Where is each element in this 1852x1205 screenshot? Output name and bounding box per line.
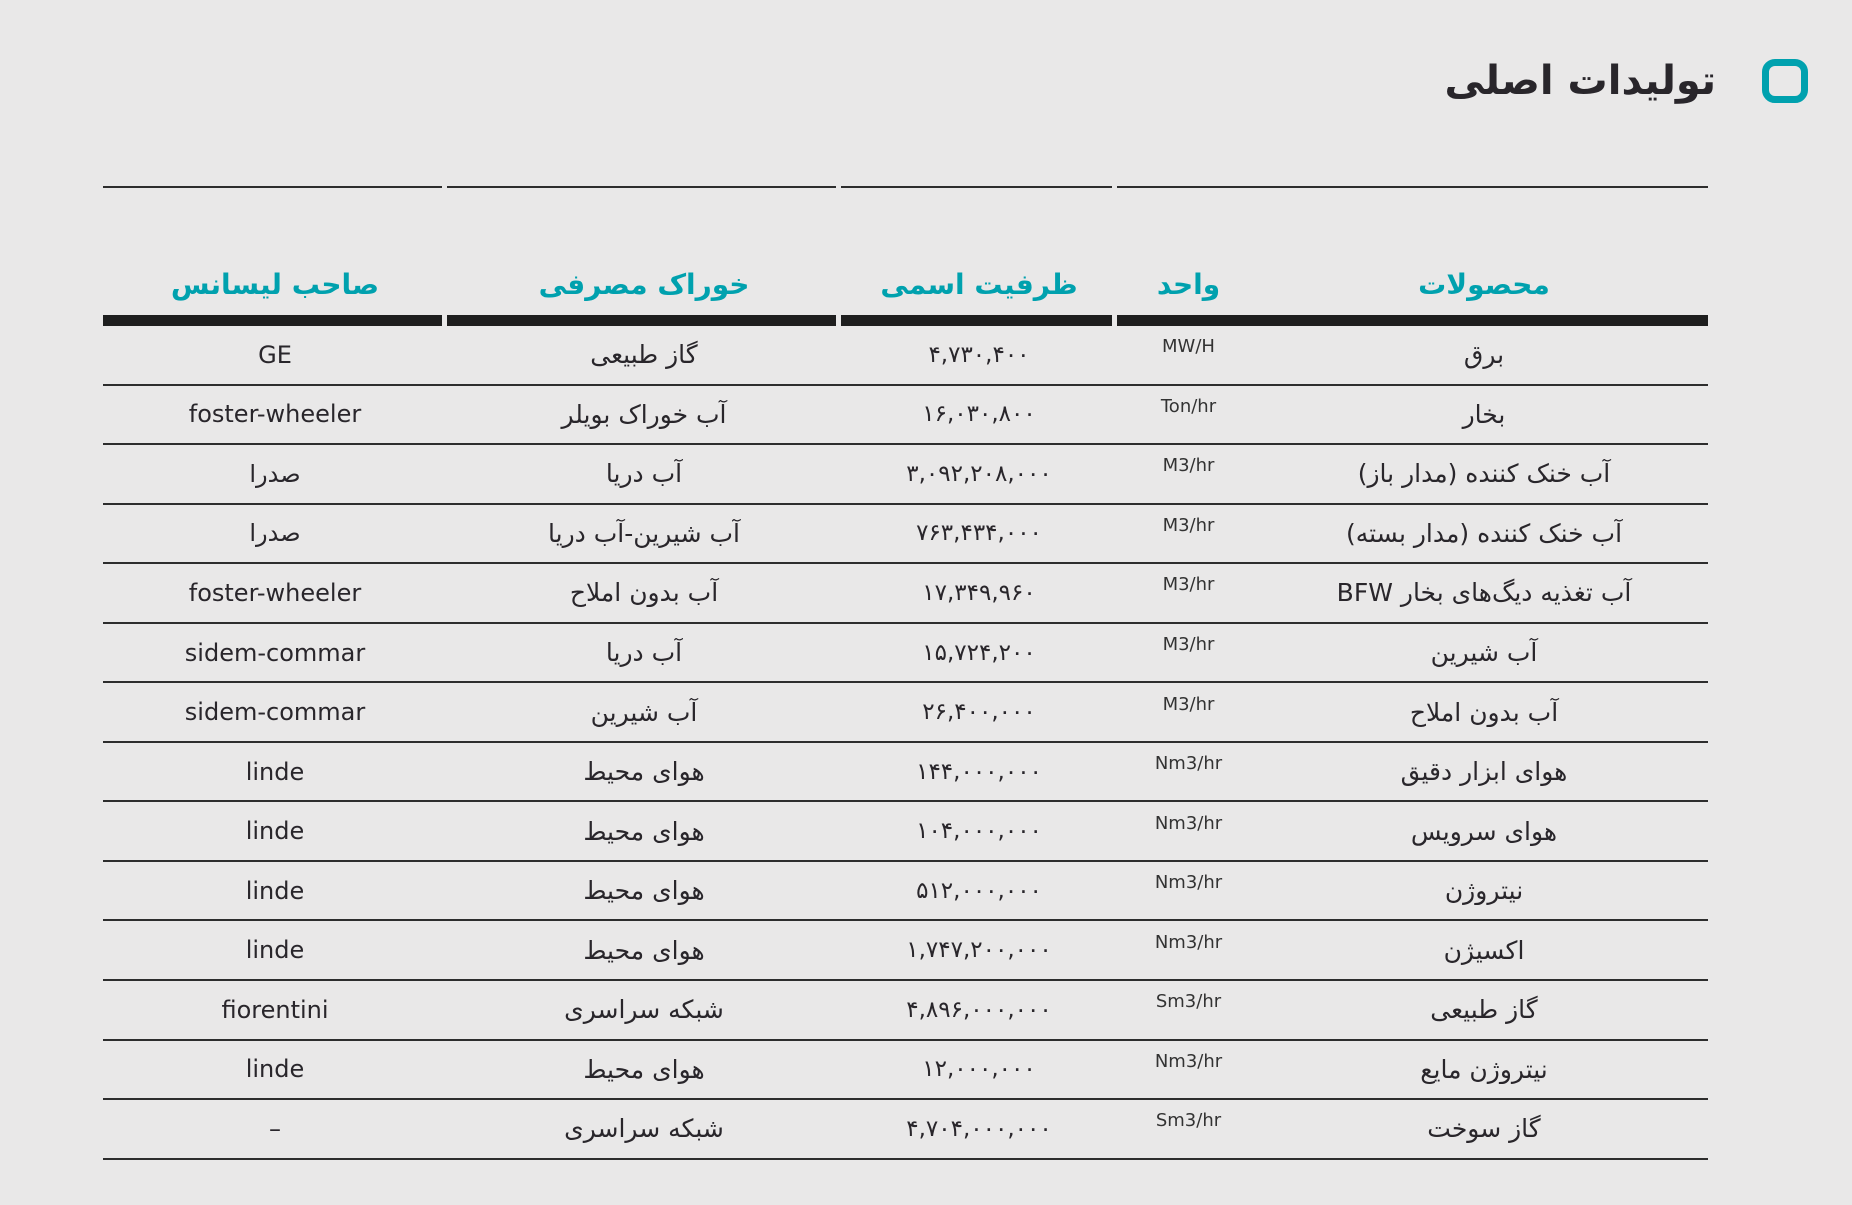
cell-licensor: GE: [258, 340, 292, 369]
cell-feed: هوای محیط: [583, 816, 705, 846]
cell-product: هوای ابزار دقیق: [1400, 757, 1568, 787]
table-row: [103, 683, 1708, 743]
cell-product: بخار: [1462, 399, 1506, 429]
rule-segment: [1117, 186, 1708, 188]
title-bullet-square-icon: [1762, 59, 1808, 103]
cell-capacity: ۱۷,۳۴۹,۹۶۰: [922, 579, 1036, 606]
column-header-feed: خوراک مصرفی: [538, 268, 750, 301]
table-row: [103, 624, 1708, 684]
products-table: [103, 186, 1708, 1160]
cell-feed: آب خوراک بویلر: [561, 399, 727, 429]
table-row: [103, 1041, 1708, 1101]
cell-feed: آب شیرین-آب دریا: [548, 518, 740, 548]
rule-segment: [447, 186, 836, 188]
cell-feed: هوای محیط: [583, 1054, 705, 1084]
table-body: [103, 326, 1708, 1160]
title-row: [1444, 58, 1808, 104]
cell-licensor: sidem-commar: [184, 698, 366, 727]
column-header-capacity: ظرفیت اسمی: [880, 268, 1078, 301]
cell-product: آب خنک کننده (مدار باز): [1357, 459, 1611, 489]
cell-capacity: ۲۶,۴۰۰,۰۰۰: [922, 699, 1036, 726]
cell-product: آب خنک کننده (مدار بسته): [1345, 518, 1623, 548]
cell-product: آب شیرین: [1430, 638, 1538, 667]
cell-capacity: ۷۶۳,۴۳۴,۰۰۰: [916, 520, 1042, 547]
cell-licensor: fiorentini: [221, 995, 329, 1024]
rule-segment: [103, 315, 442, 326]
table-row: [103, 802, 1708, 862]
table-row: [103, 743, 1708, 803]
cell-licensor: linde: [245, 1055, 305, 1084]
cell-licensor: foster-wheeler: [188, 578, 362, 607]
cell-capacity: ۳,۰۹۲,۲۰۸,۰۰۰: [906, 460, 1052, 487]
cell-feed: هوای محیط: [583, 757, 705, 787]
rule-segment: [103, 186, 442, 188]
page-title: تولیدات اصلی: [1444, 58, 1716, 104]
table-header-row: [103, 188, 1708, 315]
column-header-products: محصولات: [1418, 268, 1550, 301]
cell-feed: هوای محیط: [583, 935, 705, 965]
table-row: [103, 862, 1708, 922]
table-row: [103, 981, 1708, 1041]
cell-unit: Nm3/hr: [1154, 812, 1223, 834]
cell-capacity: ۱۵,۷۲۴,۲۰۰: [922, 639, 1036, 666]
cell-feed: شبکه سراسری: [564, 1114, 724, 1144]
cell-unit: M3/hr: [1162, 574, 1215, 596]
cell-licensor: linde: [245, 817, 305, 846]
cell-capacity: ۱۰۴,۰۰۰,۰۰۰: [916, 818, 1042, 845]
table-header-thick-rule: [103, 315, 1708, 326]
cell-capacity: ۴,۷۳۰,۴۰۰: [928, 341, 1030, 368]
cell-feed: آب دریا: [605, 638, 683, 667]
cell-product: اکسیژن: [1443, 935, 1525, 965]
table-row: [103, 505, 1708, 565]
cell-licensor: sidem-commar: [184, 638, 366, 667]
cell-unit: M3/hr: [1162, 693, 1215, 715]
cell-unit: Nm3/hr: [1154, 1050, 1223, 1072]
cell-licensor: صدرا: [249, 519, 301, 548]
table-top-rule: [103, 186, 1708, 188]
cell-unit: Nm3/hr: [1154, 931, 1223, 953]
cell-unit: MW/H: [1162, 336, 1215, 358]
cell-unit: M3/hr: [1162, 514, 1215, 536]
cell-product: برق: [1463, 340, 1505, 370]
table-row: [103, 921, 1708, 981]
cell-licensor: foster-wheeler: [188, 400, 362, 429]
cell-product: گاز طبیعی: [1430, 995, 1538, 1025]
table-row: [103, 326, 1708, 386]
cell-capacity: ۱۴۴,۰۰۰,۰۰۰: [916, 758, 1042, 785]
cell-licensor: linde: [245, 757, 305, 786]
cell-product: آب تغذیه دیگ‌های بخار BFW: [1336, 578, 1632, 608]
cell-unit: M3/hr: [1162, 634, 1215, 655]
cell-capacity: ۱,۷۴۷,۲۰۰,۰۰۰: [906, 937, 1052, 964]
cell-feed: شبکه سراسری: [564, 995, 724, 1025]
cell-product: آب بدون املاح: [1409, 697, 1559, 727]
cell-feed: آب شیرین: [590, 697, 698, 727]
cell-product: گاز سوخت: [1427, 1114, 1541, 1144]
cell-unit: M3/hr: [1162, 455, 1215, 477]
cell-feed: آب بدون املاح: [569, 578, 719, 608]
cell-unit: Sm3/hr: [1155, 991, 1222, 1013]
cell-product: هوای سرویس: [1410, 816, 1558, 846]
cell-unit: Sm3/hr: [1155, 1110, 1222, 1132]
cell-licensor: –: [269, 1114, 281, 1143]
rule-segment: [447, 315, 836, 326]
cell-licensor: صدرا: [249, 459, 301, 488]
cell-feed: آب دریا: [605, 459, 683, 489]
table-row: [103, 1100, 1708, 1160]
table-row: [103, 564, 1708, 624]
cell-capacity: ۱۶,۰۳۰,۸۰۰: [922, 401, 1036, 428]
rule-segment: [841, 315, 1112, 326]
cell-product: نیتروژن: [1444, 876, 1524, 906]
table-row: [103, 445, 1708, 505]
cell-capacity: ۵۱۲,۰۰۰,۰۰۰: [916, 877, 1042, 904]
cell-unit: Nm3/hr: [1154, 872, 1223, 894]
column-header-unit: واحد: [1156, 268, 1221, 301]
cell-unit: Ton/hr: [1160, 395, 1217, 417]
rule-segment: [841, 186, 1112, 188]
cell-capacity: ۱۲,۰۰۰,۰۰۰: [922, 1056, 1036, 1083]
rule-segment: [1117, 315, 1708, 326]
cell-capacity: ۴,۸۹۶,۰۰۰,۰۰۰: [906, 996, 1052, 1023]
cell-feed: گاز طبیعی: [590, 340, 698, 370]
table-row: [103, 386, 1708, 446]
cell-licensor: linde: [245, 936, 305, 965]
cell-product: نیتروژن مایع: [1420, 1054, 1548, 1084]
cell-feed: هوای محیط: [583, 876, 705, 906]
column-header-licensor: صاحب لیسانس: [170, 268, 380, 301]
cell-capacity: ۴,۷۰۴,۰۰۰,۰۰۰: [906, 1115, 1052, 1142]
cell-unit: Nm3/hr: [1154, 753, 1223, 775]
cell-licensor: linde: [245, 876, 305, 905]
